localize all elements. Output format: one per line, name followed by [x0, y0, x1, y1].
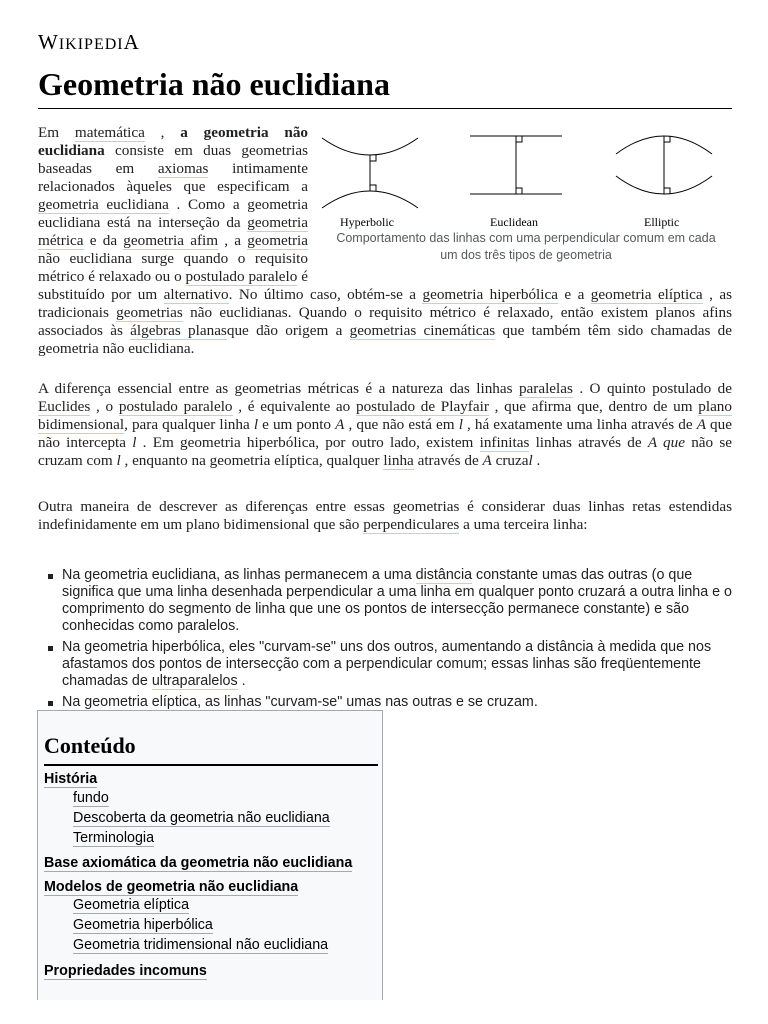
figure-geometries — [320, 124, 732, 276]
figure-label-hyperbolic: Hyperbolic — [340, 215, 394, 229]
link-geometria[interactable]: geometria — [247, 232, 308, 249]
wordmark-initial: W — [38, 30, 59, 54]
wordmark-final: A — [123, 30, 140, 54]
link-geometrias-cinematicas[interactable]: geometrias cinemáticas — [349, 322, 496, 339]
euclidean-right-angle-top — [516, 136, 522, 142]
link-infinitas[interactable]: infinitas — [479, 434, 530, 451]
figure-label-elliptic: Elliptic — [644, 215, 680, 229]
wordmark-middle: IKIPEDI — [58, 36, 124, 53]
link-linha[interactable]: linha — [383, 452, 414, 469]
toc-item-descoberta[interactable]: Descoberta da geometria não euclidiana — [73, 810, 330, 826]
link-geometrias[interactable]: geometrias — [116, 304, 183, 321]
toc-item-fundo[interactable]: fundo — [73, 790, 109, 806]
link-geometria-afim[interactable]: geometria afim — [123, 232, 219, 249]
toc-item-geometria-eliptica[interactable]: Geometria elíptica — [73, 897, 190, 913]
link-algebras-planas[interactable]: álgebras planas — [130, 322, 227, 339]
link-axiomas[interactable]: axiomas — [157, 160, 209, 177]
hyperbolic-right-angle-bottom — [370, 185, 376, 191]
link-postulado-playfair[interactable]: postulado de Playfair — [355, 398, 489, 415]
wikipedia-wordmark[interactable] — [38, 30, 140, 55]
toc-item-terminologia[interactable]: Terminologia — [73, 830, 155, 846]
link-perpendiculares[interactable]: perpendiculares — [363, 516, 460, 533]
link-geometria-eliptica[interactable]: geometria elíptica — [590, 286, 703, 303]
link-geometria-metrica[interactable]: geometria métrica — [38, 214, 308, 249]
euclidean-right-angle-bottom — [516, 188, 522, 194]
elliptic-right-angle-bottom — [664, 188, 670, 194]
link-ultraparalelos[interactable]: ultraparalelos — [151, 673, 238, 689]
intro-paragraph: Hyperbolic Euclidean Elliptic Comportamento das linhas com uma perpendicular comum em cada um dos três tipos de geometria Em matemática , a geometria não euclidiana consiste em duas geometrias baseadas em axiomas intimamente relacionados àqueles que especificam a geometria euclidiana . Como a geometria euclidiana está na interseção da geometria métrica e da geometria afim , a geometria não euclidiana surge quando o requisito métrico é relaxado ou o postulado paralelo é substituído por um alternativo. No último caso, obtém-se a geometria hiperbólica e a geometria elíptica , as tradicionais geometrias não euclidianas. Quando o requisito métrico é relaxado, então existem planos afins associados às álgebras planasque dão origem a geometrias cinemáticas que também têm sido chamadas de geometria não euclidiana. — [38, 124, 733, 357]
link-postulado-paralelo-2[interactable]: postulado paralelo — [118, 398, 233, 415]
list-item: Na geometria elíptica, as linhas "curvam-se" umas nas outras e se cruzam. — [46, 694, 732, 711]
link-paralelas[interactable]: paralelas — [518, 380, 573, 397]
list-item: Na geometria hiperbólica, eles "curvam-se" uns dos outros, aumentando a distância à medida que nos afastamos dos pontos de intersecção com a perpendicular comum; essas linhas são freqüentemente chamadas de ultraparalelos . — [46, 639, 732, 690]
hyperbolic-right-angle-top — [370, 155, 376, 161]
elliptic-right-angle-top — [664, 136, 670, 142]
link-distancia[interactable]: distância — [415, 567, 473, 583]
toc-item-modelos[interactable]: Modelos de geometria não euclidiana — [44, 879, 299, 895]
table-of-contents — [37, 710, 383, 1000]
link-alternativo[interactable]: alternativo — [163, 286, 229, 303]
hyperbolic-upper-curve — [322, 138, 418, 155]
link-geometria-hiperbolica[interactable]: geometria hiperbólica — [422, 286, 558, 303]
page-title: Geometria não euclidiana — [38, 66, 390, 102]
hyperbolic-lower-curve — [322, 191, 418, 208]
toc-item-propriedades-incomuns[interactable]: Propriedades incomuns — [44, 963, 207, 979]
title-divider — [38, 108, 732, 109]
link-postulado-paralelo[interactable]: postulado paralelo — [185, 268, 298, 285]
toc-item-base-axiomatica[interactable]: Base axiomática da geometria não euclidiana — [44, 855, 353, 871]
perpendicular-paragraph: Outra maneira de descrever as diferenças entre essas geometrias é considerar duas linhas retas estendidas indefinidamente em um plano bidimensional que são perpendiculares a uma terceira linha: — [38, 498, 732, 533]
figure-caption: Comportamento das linhas com uma perpendicular comum em cada um dos três tipos de geometria — [336, 231, 716, 262]
link-plano-bidimensional[interactable]: plano bidimensional — [38, 398, 732, 433]
toc-item-geometria-tridimensional[interactable]: Geometria tridimensional não euclidiana — [73, 937, 329, 953]
toc-item-geometria-hiperbolica[interactable]: Geometria hiperbólica — [73, 917, 213, 933]
link-euclides[interactable]: Euclides — [38, 398, 91, 415]
link-matematica[interactable]: matemática — [74, 124, 145, 141]
toc-item-historia[interactable]: História — [44, 771, 98, 787]
toc-title: Conteúdo — [44, 733, 136, 758]
bold-term: a geometria não euclidiana — [38, 124, 309, 159]
figure-label-euclidean: Euclidean — [490, 215, 538, 229]
geometry-comparison-list — [46, 567, 732, 715]
list-item: Na geometria euclidiana, as linhas permanecem a uma distância constante umas das outras (o que significa que uma linha desenhada perpendicular a uma linha em qualquer ponto cruzará a outra linha e o comprimento do segmento de linha que une os pontos de intersecção permanece constante) e são conhecidas como paralelos. — [46, 567, 732, 635]
parallel-postulate-paragraph: A diferença essencial entre as geometrias métricas é a natureza das linhas paralelas . O quinto postulado de Euclides , o postulado paralelo , é equivalente ao postulado de Playfair , que afirma que, dentro de um plano bidimensional, para qualquer linha l e um ponto A , que não está em l , há exatamente uma linha através de A que não intercepta l . Em geometria hiperbólica, por outro lado, existem infinitas linhas através de A que não se cruzam com l , enquanto na geometria elíptica, qualquer linha através de A cruzal . — [38, 380, 733, 469]
toc-divider — [44, 764, 378, 766]
geometry-diagram — [320, 128, 732, 218]
link-geometria-euclidiana[interactable]: geometria euclidiana — [38, 196, 169, 213]
